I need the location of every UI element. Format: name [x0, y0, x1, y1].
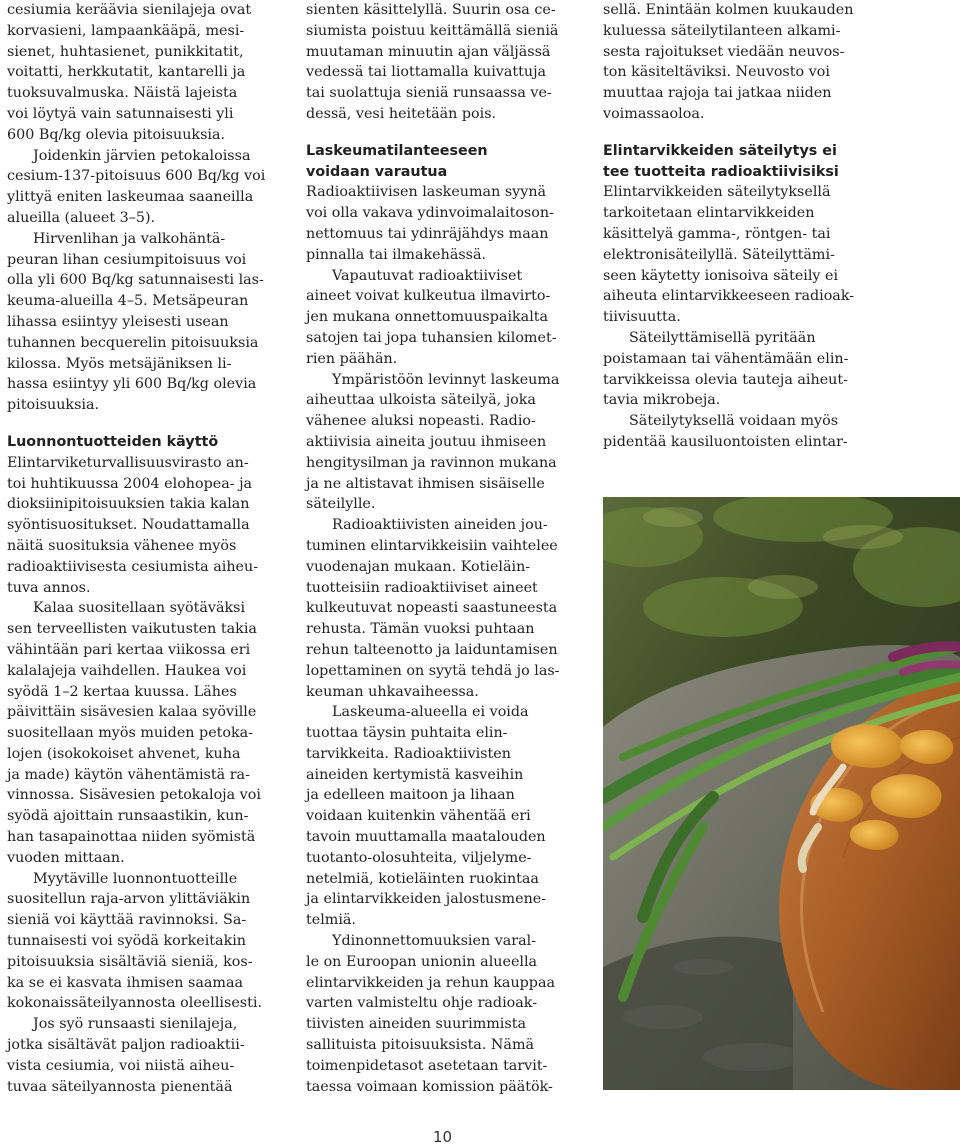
page-number: 10 [432, 1128, 453, 1146]
paragraph: sienten käsittelyllä. Suurin osa ce- siumista poistuu keittämällä sieniä muutaman minuutin ajan väljässä vedessä tai liottamalla kuivattuja tai suolattuja sieniä runsaassa ve- dessä, vesi heitetään pois. [306, 2, 559, 122]
section-heading: Elintarvikkeiden säteilytys ei tee tuotteita radioaktiivisiksi [603, 142, 839, 180]
text-column-3 [603, 0, 893, 453]
paragraph: Elintarvikkeiden säteilytyksellä tarkoitetaan elintarvikkeiden käsittelyä gamma-, röntgen- tai elektronisäteilyllä. Säteilyttämi- seen käytetty ionisoiva säteily ei aiheuta elintarvikkeeseen radioak- tiivisuutta. [603, 184, 855, 326]
paragraph: Vapautuvat radioaktiiviset aineet voivat kulkeutua ilmavirto- jen mukana onnettomuuspaikalta satojen tai jopa tuhansien kilomet- rien päähän. [306, 267, 557, 367]
paragraph: Laskeuma-alueella ei voida tuottaa täysin puhtaita elin- tarvikkeita. Radioaktiivisten aineiden kertymistä kasveihin ja edelleen maitoon ja lihaan voidaan kuitenkin vähentää eri tavoin muuttamalla maatalouden tuotanto-olosuhteita, viljelyme- netelmiä, kotieläinten ruokintaa ja elintarvikkeiden jalostusmene- telmiä. [306, 704, 547, 929]
paragraph: Myytäville luonnontuotteille suositellun raja-arvon ylittäviäkin sieniä voi käyttää ravinnoksi. Sa- tunnaisesti voi syödä korkeitakin pitoisuuksia sisältäviä sieniä, kos- ka se ei kasvata ihmisen saamaa kokonaissäteilyannosta oleellisesti. [7, 870, 262, 1012]
paragraph: sellä. Enintään kolmen kuukauden kuluessa säteilytilanteen alkami- sesta rajoitukset viedään neuvos- ton käsiteltäviksi. Neuvosto voi muuttaa rajoja tai jatkaa niiden voimassaoloa. [603, 2, 854, 122]
paragraph: Ydinonnettomuuksien varal- le on Euroopan unionin alueella elintarvikkeiden ja rehun kauppaa varten valmisteltu ohje radioak- tiivisten aineiden suurimmista sallituista pitoisuuksista. Nämä toimenpidetasot asetetaan tarvit- taessa voimaan komission päätök- [306, 933, 556, 1095]
paragraph: Jos syö runsaasti sienilajeja, jotka sisältävät paljon radioaktii- vista cesiumia, voi niistä aiheu- tuvaa säteilyannosta pienentää [7, 1016, 245, 1095]
section-heading: Laskeumatilanteeseen voidaan varautua [306, 142, 488, 180]
paragraph: Radioaktiivisten aineiden jou- tuminen elintarvikkeisiin vaihtelee vuodenajan mukaan. Kotieläin- tuotteisiin radioaktiiviset aineet kulkeutuvat nopeasti saastuneesta rehusta. Tämän vuoksi puhtaan rehun talteenotto ja laiduntamisen lopettaminen on syytä tehdä jo las- keuman uhkavaiheessa. [306, 517, 560, 700]
paragraph: Hirvenlihan ja valkohäntä- peuran lihan cesiumpitoisuus voi olla yli 600 Bq/kg satunnaisesti las- keuma-alueilla 4–5. Metsäpeuran lihassa esiintyy yleisesti usean tuhannen becquerelin pitoisuuksia kilossa. Myös metsäjäniksen li- hassa esiintyy yli 600 Bq/kg olevia pitoisuuksia. [7, 230, 264, 414]
paragraph: Radioaktiivisen laskeuman syynä voi olla vakava ydinvoimalaitoson- nettomuus tai ydinräjähdys maan pinnalla tai ilmakehässä. [306, 184, 554, 263]
paragraph: cesiumia keräävia sienilajeja ovat korvasieni, lampaankääpä, mesi- sienet, huhtasienet, punikkitatit, voitatti, herkkutatit, kantarelli ja tuoksuvalmuska. Näistä lajeista voi löytyä vain satunnaisesti yli 600 Bq/kg olevia pitoisuuksia. [7, 2, 252, 143]
paragraph: Elintarviketurvallisuusvirasto an- toi huhtikuussa 2004 elohopea- ja dioksiinipitoisuuksien takia kalan syöntisuositukset. Noudattamalla näitä suosituksia vähenee myös radioaktiivisesta cesiumista aiheu- tuva annos. [7, 454, 259, 596]
paragraph: Kalaa suositellaan syötäväksi sen terveellisten vaikutusten takia vähintään pari kertaa viikossa eri kalalajeja vaihdellen. Haukea voi syödä 1–2 kertaa kuussa. Lähes päivittäin sisävesien kalaa syöville suositellaan myös muiden petoka- lojen (isokokoiset ahvenet, kuha ja made) käytön vähentämistä ra- vinnossa. Sisävesien petokaloja voi syödä ajoittain runsaastikin, kun- han tasapainottaa niiden syömistä vuoden mittaan. [7, 600, 261, 866]
text-column-1 [7, 0, 282, 1097]
section-heading: Luonnontuotteiden käyttö [7, 433, 219, 450]
paragraph: Säteilyttämisellä pyritään poistamaan tai vähentämään elin- tarvikkeissa olevia tauteja aiheut- tavia mikrobeja. [603, 329, 849, 409]
food-photo [603, 497, 960, 1090]
paragraph: Joidenkin järvien petokaloissa cesium-137-pitoisuus 600 Bq/kg voi ylittyä eniten laskeumaa saaneilla alueilla (alueet 3–5). [7, 147, 266, 226]
text-column-2 [306, 0, 582, 1097]
paragraph: Säteilytyksellä voidaan myös pidentää kausiluontoisten elintar- [603, 413, 848, 450]
paragraph: Ympäristöön levinnyt laskeuma aiheuttaa ulkoista säteilyä, joka vähenee aluksi nopeasti. Radio- aktiivisia aineita joutuu ihmiseen hengitysilman ja ravinnon mukana ja ne altistavat ihmisen sisäiselle säteilylle. [306, 371, 560, 513]
